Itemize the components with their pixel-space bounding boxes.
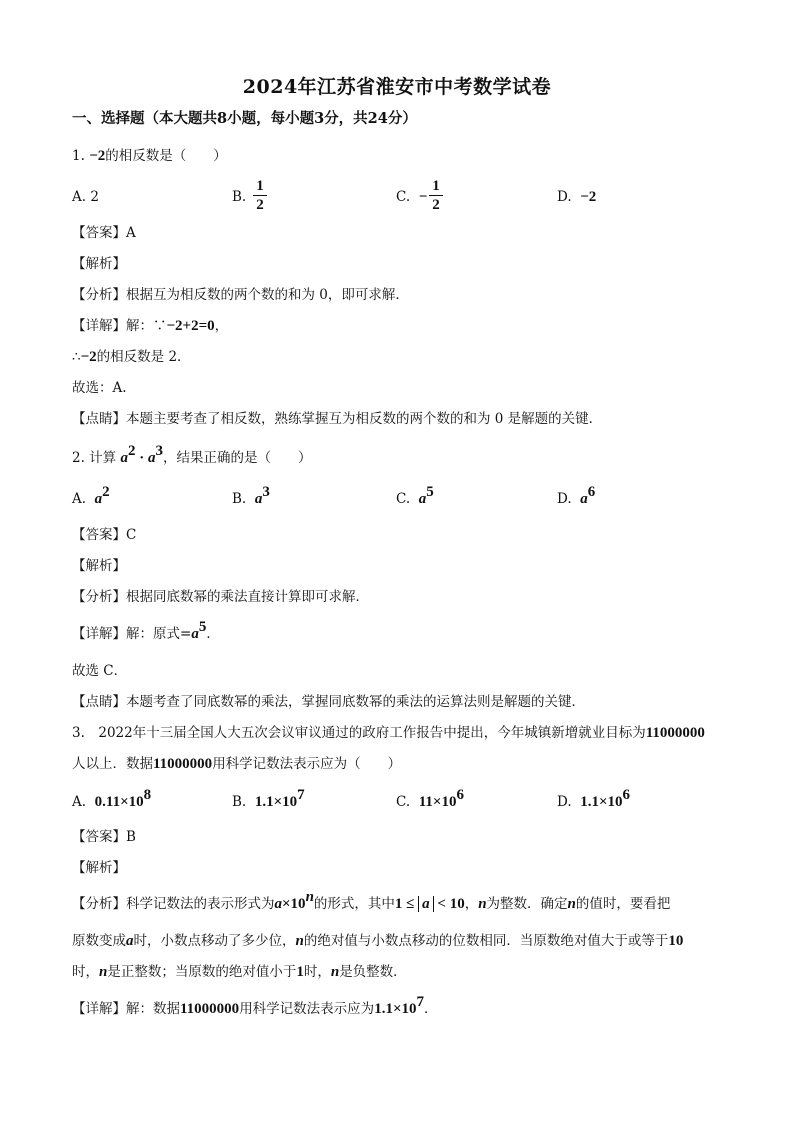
q1-stem-text: 的相反数是（ ）: [105, 148, 227, 164]
q3-fenxi-line3: 时，n是正整数；当原数的绝对值小于1时，n是负整数．: [72, 964, 407, 980]
q1-option-c-fraction: 1 2: [429, 178, 443, 213]
q1-option-c-label: C. −: [396, 189, 428, 205]
page-title: 2024年江苏省淮安市中考数学试卷: [242, 76, 552, 98]
q2-choose: 故选 C．: [72, 663, 128, 679]
q1-number: 1.: [72, 148, 85, 164]
q2-stem: 2. 计算 $a^2 \cdot a^3$，结果正确的是（ ）: [72, 443, 312, 466]
q2-detail: 【详解】解：原式$=a^5$．: [72, 619, 220, 642]
q3-fenxi-line1: 【分析】科学记数法的表示形式为$a\times 10^n$的形式，其中1 ≤ a < 10，n为整数．确定n的值时，要看把: [72, 889, 671, 912]
q1-detail: 【详解】解：∵−2+2=0，: [72, 318, 229, 334]
q3-option-d: D. $1.1\times 10^6$: [557, 787, 631, 810]
q3-detail: 【详解】解：数据11000000用科学记数法表示应为$1.1\times 10^7$．: [72, 994, 438, 1017]
q2-answer: 【答案】C: [72, 527, 137, 543]
q2-fenxi: 【分析】根据同底数幂的乘法直接计算即可求解．: [72, 589, 369, 605]
q2-option-d: D. $a^6$: [557, 484, 596, 507]
q1-fenxi: 【分析】根据互为相反数的两个数的和为 0，即可求解．: [72, 287, 409, 303]
q3-option-b: B. $1.1\times 10^7$: [232, 787, 305, 810]
q3-fenxi-line2: 原数变成a时，小数点移动了多少位，n的绝对值与小数点移动的位数相同．当原数绝对值大于或等于10: [72, 933, 684, 949]
q3-stem-line2: 人以上．数据11000000用科学记数法表示应为（ ）: [72, 756, 402, 772]
section-heading: 一、选择题（本大题共8小题，每小题3分，共24分）: [72, 110, 417, 127]
q1-stem: [72, 147, 227, 165]
q1-therefore: ∴−2的相反数是 2．: [72, 349, 191, 365]
q1-choose: 故选：A.: [72, 380, 127, 396]
q1-option-a: A. 2: [72, 189, 99, 205]
q1-stem-math: −2: [89, 148, 106, 164]
q1-option-b-fraction: 1 2: [253, 178, 267, 213]
q2-dianjing: 【点睛】本题考查了同底数幂的乘法，掌握同底数幂的乘法的运算法则是解题的关键．: [72, 694, 585, 710]
q3-stem-line1: 3. 2022年十三届全国人大五次会议审议通过的政府工作报告中提出，今年城镇新增就业目标为11000000: [72, 725, 705, 741]
q1-answer: 【答案】A: [72, 225, 136, 241]
q2-option-a: A. $a^2$: [72, 484, 110, 507]
q2-analysis: 【解析】: [72, 558, 126, 574]
q1-analysis: 【解析】: [72, 256, 126, 272]
q1-dianjing: 【点睛】本题主要考查了相反数，熟练掌握互为相反数的两个数的和为 0 是解题的关键．: [72, 411, 603, 427]
q3-option-c: C. $11\times 10^6$: [396, 787, 464, 810]
q2-option-b: B. $a^3$: [232, 484, 270, 507]
q3-analysis: 【解析】: [72, 860, 126, 876]
q1-option-d: D. −2: [557, 189, 597, 205]
q2-option-c: C. $a^5$: [396, 484, 434, 507]
q3-option-a: A. $0.11\times 10^8$: [72, 787, 152, 810]
q3-answer: 【答案】B: [72, 829, 136, 845]
q1-option-b-label: B.: [232, 189, 247, 205]
